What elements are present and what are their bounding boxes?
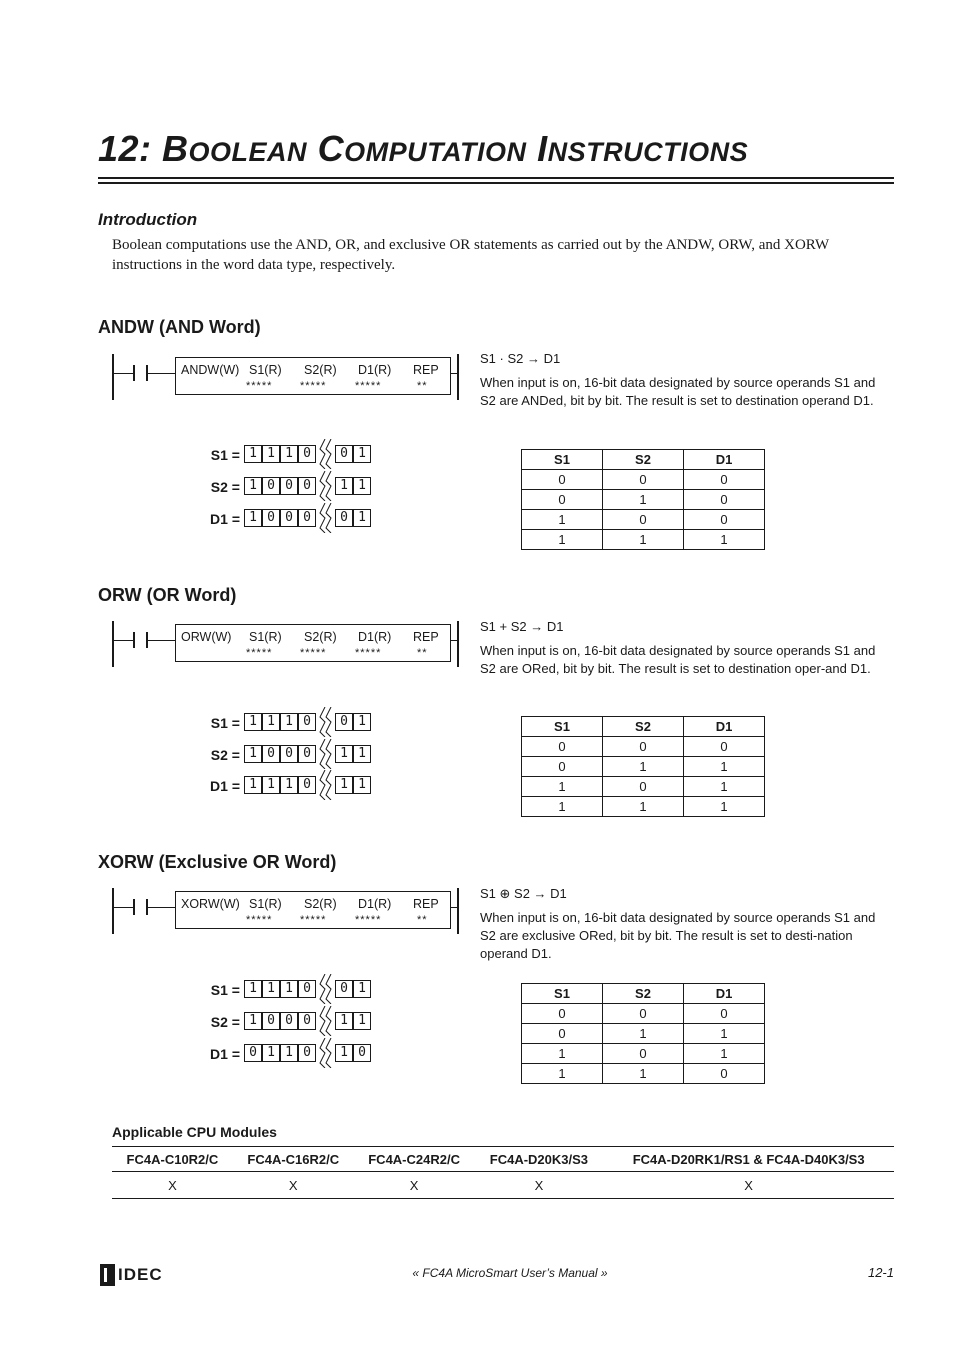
truth-table-cell: 0 xyxy=(603,737,684,757)
orw-instruction-box: ORW(W) S1(R) S2(R) D1(R) REP ***** ***** ***** ** xyxy=(175,624,451,662)
idec-logo-mark-icon xyxy=(100,1264,115,1286)
bit-cell: 0 xyxy=(335,980,353,998)
operand-s2: S2(R) xyxy=(304,630,337,644)
title-rule-top xyxy=(98,177,894,179)
bit-cell: 1 xyxy=(280,980,298,998)
cpu-modules-table xyxy=(112,1146,894,1199)
cpu-header-c24: FC4A-C24R2/C xyxy=(354,1147,475,1172)
bit-cell: 1 xyxy=(335,776,353,794)
bit-cell: 1 xyxy=(353,745,371,763)
cpu-modules-title: Applicable CPU Modules xyxy=(112,1124,277,1140)
instruction-label: ORW(W) xyxy=(181,630,232,644)
truth-table-cell: 0 xyxy=(684,737,765,757)
bit-row-label: S2 = xyxy=(210,1014,240,1030)
bit-cell: 1 xyxy=(244,477,262,495)
chapter-title: 12: BOOLEAN COMPUTATION INSTRUCTIONS xyxy=(98,128,749,169)
operand-s2: S2(R) xyxy=(304,363,337,377)
truth-table-cell: 0 xyxy=(684,470,765,490)
operand-s1: S1(R) xyxy=(249,897,282,911)
truth-table-cell: 0 xyxy=(603,1044,684,1064)
andw-heading: ANDW (AND Word) xyxy=(98,317,261,337)
truth-table-cell: 1 xyxy=(684,1044,765,1064)
truth-table-cell: 1 xyxy=(603,1024,684,1044)
introduction-heading: Introduction xyxy=(98,210,198,229)
bit-row-label: S2 = xyxy=(210,479,240,495)
bit-cell: 0 xyxy=(280,477,298,495)
cpu-value-c16: X xyxy=(233,1172,354,1199)
xorw-truth-table xyxy=(521,983,765,1084)
bit-cell: 1 xyxy=(244,509,262,527)
bit-cell: 0 xyxy=(298,477,316,495)
bit-cell: 1 xyxy=(280,445,298,463)
truth-table-cell: 1 xyxy=(522,530,603,550)
bit-cell: 0 xyxy=(335,509,353,527)
truth-table-cell: 0 xyxy=(603,470,684,490)
title-rule-bottom xyxy=(98,182,894,184)
xorw-ladder-diagram xyxy=(100,888,470,944)
bit-cell: 0 xyxy=(335,713,353,731)
truth-table-cell: 0 xyxy=(522,737,603,757)
truth-table-cell: 0 xyxy=(684,1004,765,1024)
bit-cell: 1 xyxy=(262,980,280,998)
table-row xyxy=(522,1024,765,1044)
andw-ladder-diagram xyxy=(100,354,470,410)
truth-table-header: S2 xyxy=(603,450,684,470)
operand-d1: D1(R) xyxy=(358,363,392,377)
table-row xyxy=(522,490,765,510)
operand-rep: REP xyxy=(413,897,439,911)
cpu-header-d20k3: FC4A-D20K3/S3 xyxy=(475,1147,604,1172)
truth-table-cell: 0 xyxy=(603,510,684,530)
bit-cell: 0 xyxy=(298,1044,316,1062)
bit-row-label: D1 = xyxy=(210,1046,240,1062)
truth-table-cell: 0 xyxy=(603,1004,684,1024)
bit-cell: 0 xyxy=(262,1012,280,1030)
truth-table-cell: 1 xyxy=(684,757,765,777)
cpu-value-d20k3: X xyxy=(475,1172,604,1199)
truth-table-cell: 1 xyxy=(684,797,765,817)
xorw-heading: XORW (Exclusive OR Word) xyxy=(98,852,337,872)
truth-table-cell: 0 xyxy=(522,757,603,777)
bit-cell: 0 xyxy=(298,509,316,527)
orw-truth-table xyxy=(521,716,765,817)
cpu-value-c24: X xyxy=(354,1172,475,1199)
bit-break-icon xyxy=(317,503,337,533)
bit-cell: 1 xyxy=(353,776,371,794)
truth-table-cell: 0 xyxy=(603,777,684,797)
bit-cell: 1 xyxy=(262,776,280,794)
bit-cell: 1 xyxy=(244,445,262,463)
truth-table-cell: 0 xyxy=(522,1024,603,1044)
bit-cell: 1 xyxy=(244,1012,262,1030)
truth-table-cell: 1 xyxy=(522,1064,603,1084)
cpu-value-c10: X xyxy=(112,1172,233,1199)
truth-table-cell: 0 xyxy=(522,490,603,510)
truth-table-cell: 1 xyxy=(522,510,603,530)
truth-table-cell: 1 xyxy=(684,1024,765,1044)
bit-cell: 1 xyxy=(335,1044,353,1062)
bit-cell: 1 xyxy=(353,713,371,731)
truth-table-cell: 1 xyxy=(522,777,603,797)
cpu-header-c16: FC4A-C16R2/C xyxy=(233,1147,354,1172)
bit-cell: 1 xyxy=(353,1012,371,1030)
bit-break-icon xyxy=(317,471,337,501)
bit-cell: 1 xyxy=(262,713,280,731)
andw-formula: S1 · S2 → D1 xyxy=(480,351,561,366)
orw-description: When input is on, 16-bit data designated by source operands S1 and S2 are ORed, bit by bit. The result is set to destination oper-and D1. xyxy=(480,643,876,676)
bit-cell: 0 xyxy=(262,745,280,763)
table-row xyxy=(522,797,765,817)
operand-rep: REP xyxy=(413,363,439,377)
xorw-description: When input is on, 16-bit data designated by source operands S1 and S2 are exclusive ORed, bit by bit. The result is set to desti-nation operand D1. xyxy=(480,910,876,961)
introduction-text: Boolean computations use the AND, OR, and exclusive OR statements as carried out by the ANDW, ORW, and XORW instructions in the word data type, respectively. xyxy=(112,237,829,273)
bit-cell: 1 xyxy=(262,445,280,463)
bit-cell: 0 xyxy=(298,980,316,998)
andw-instruction-box: ANDW(W) S1(R) S2(R) D1(R) REP ***** ***** ***** ** xyxy=(175,357,451,395)
table-row xyxy=(522,757,765,777)
xorw-instruction-box: XORW(W) S1(R) S2(R) D1(R) REP ***** ***** ***** ** xyxy=(175,891,451,929)
bit-cell: 1 xyxy=(353,980,371,998)
truth-table-cell: 0 xyxy=(684,510,765,530)
bit-row-label: S1 = xyxy=(210,447,240,463)
operand-d1: D1(R) xyxy=(358,630,392,644)
bit-cell: 0 xyxy=(280,745,298,763)
operand-s1: S1(R) xyxy=(249,630,282,644)
truth-table-header: S1 xyxy=(522,717,603,737)
andw-truth-table xyxy=(521,449,765,550)
andw-description: When input is on, 16-bit data designated by source operands S1 and S2 are ANDed, bit by bit. The result is set to destination operand D1. xyxy=(480,375,876,408)
orw-formula: S1 + S2 → D1 xyxy=(480,619,564,634)
truth-table-cell: 0 xyxy=(522,470,603,490)
truth-table-cell: 1 xyxy=(603,797,684,817)
bit-cell: 0 xyxy=(262,509,280,527)
xorw-formula: S1 ⊕ S2 → D1 xyxy=(480,886,567,901)
table-row xyxy=(522,470,765,490)
truth-table-cell: 1 xyxy=(684,777,765,797)
bit-cell: 1 xyxy=(335,745,353,763)
page-number: 12-1 xyxy=(867,1265,894,1280)
table-row xyxy=(522,1044,765,1064)
table-row xyxy=(522,1064,765,1084)
truth-table-cell: 0 xyxy=(684,490,765,510)
bit-cell: 1 xyxy=(244,776,262,794)
bit-row-label: S1 = xyxy=(210,982,240,998)
orw-ladder-diagram xyxy=(100,621,470,677)
truth-table-cell: 1 xyxy=(603,490,684,510)
truth-table-cell: 1 xyxy=(522,797,603,817)
bit-break-icon xyxy=(317,770,337,800)
cpu-header-c10: FC4A-C10R2/C xyxy=(112,1147,233,1172)
bit-cell: 1 xyxy=(244,980,262,998)
table-row xyxy=(522,510,765,530)
table-row xyxy=(522,777,765,797)
bit-row-label: S1 = xyxy=(210,715,240,731)
bit-cell: 1 xyxy=(280,1044,298,1062)
bit-cell: 1 xyxy=(280,776,298,794)
truth-table-header: S1 xyxy=(522,450,603,470)
bit-cell: 0 xyxy=(280,1012,298,1030)
cpu-value-d20rk1-d40k3: X xyxy=(603,1172,894,1199)
bit-cell: 0 xyxy=(298,445,316,463)
truth-table-cell: 1 xyxy=(684,530,765,550)
truth-table-header: S2 xyxy=(603,717,684,737)
operand-rep: REP xyxy=(413,630,439,644)
bit-break-icon xyxy=(317,439,337,469)
operand-s2: S2(R) xyxy=(304,897,337,911)
truth-table-header: D1 xyxy=(684,984,765,1004)
bit-cell: 1 xyxy=(244,745,262,763)
bit-cell: 1 xyxy=(335,1012,353,1030)
operand-d1: D1(R) xyxy=(358,897,392,911)
truth-table-header: D1 xyxy=(684,450,765,470)
orw-heading: ORW (OR Word) xyxy=(98,585,237,605)
operand-s1: S1(R) xyxy=(249,363,282,377)
bit-break-icon xyxy=(317,707,337,737)
bit-cell: 0 xyxy=(353,1044,371,1062)
bit-break-icon xyxy=(317,739,337,769)
instruction-label: XORW(W) xyxy=(181,897,240,911)
truth-table-cell: 1 xyxy=(603,757,684,777)
bit-cell: 1 xyxy=(280,713,298,731)
bit-cell: 1 xyxy=(353,445,371,463)
bit-row-label: S2 = xyxy=(210,747,240,763)
bit-row-label: D1 = xyxy=(210,778,240,794)
bit-break-icon xyxy=(317,974,337,1004)
bit-row-label: D1 = xyxy=(210,511,240,527)
bit-cell: 0 xyxy=(262,477,280,495)
truth-table-cell: 1 xyxy=(603,1064,684,1084)
bit-cell: 0 xyxy=(298,745,316,763)
bit-cell: 0 xyxy=(298,1012,316,1030)
bit-cell: 1 xyxy=(353,509,371,527)
table-row xyxy=(522,737,765,757)
bit-cell: 1 xyxy=(335,477,353,495)
truth-table-cell: 0 xyxy=(684,1064,765,1084)
bit-cell: 0 xyxy=(244,1044,262,1062)
manual-title: « FC4A MicroSmart User’s Manual » xyxy=(412,1266,608,1280)
bit-cell: 0 xyxy=(298,776,316,794)
bit-cell: 0 xyxy=(298,713,316,731)
bit-cell: 1 xyxy=(244,713,262,731)
truth-table-header: D1 xyxy=(684,717,765,737)
truth-table-header: S1 xyxy=(522,984,603,1004)
bit-cell: 1 xyxy=(353,477,371,495)
idec-logo-text: IDEC xyxy=(118,1265,163,1284)
bit-cell: 1 xyxy=(262,1044,280,1062)
table-row xyxy=(522,1004,765,1024)
bit-break-icon xyxy=(317,1006,337,1036)
truth-table-header: S2 xyxy=(603,984,684,1004)
truth-table-cell: 1 xyxy=(522,1044,603,1064)
table-row xyxy=(522,530,765,550)
instruction-label: ANDW(W) xyxy=(181,363,240,377)
truth-table-cell: 0 xyxy=(522,1004,603,1024)
cpu-header-d20rk1-d40k3: FC4A-D20RK1/RS1 & FC4A-D40K3/S3 xyxy=(603,1147,894,1172)
bit-break-icon xyxy=(317,1038,337,1068)
truth-table-cell: 1 xyxy=(603,530,684,550)
bit-cell: 0 xyxy=(335,445,353,463)
bit-cell: 0 xyxy=(280,509,298,527)
